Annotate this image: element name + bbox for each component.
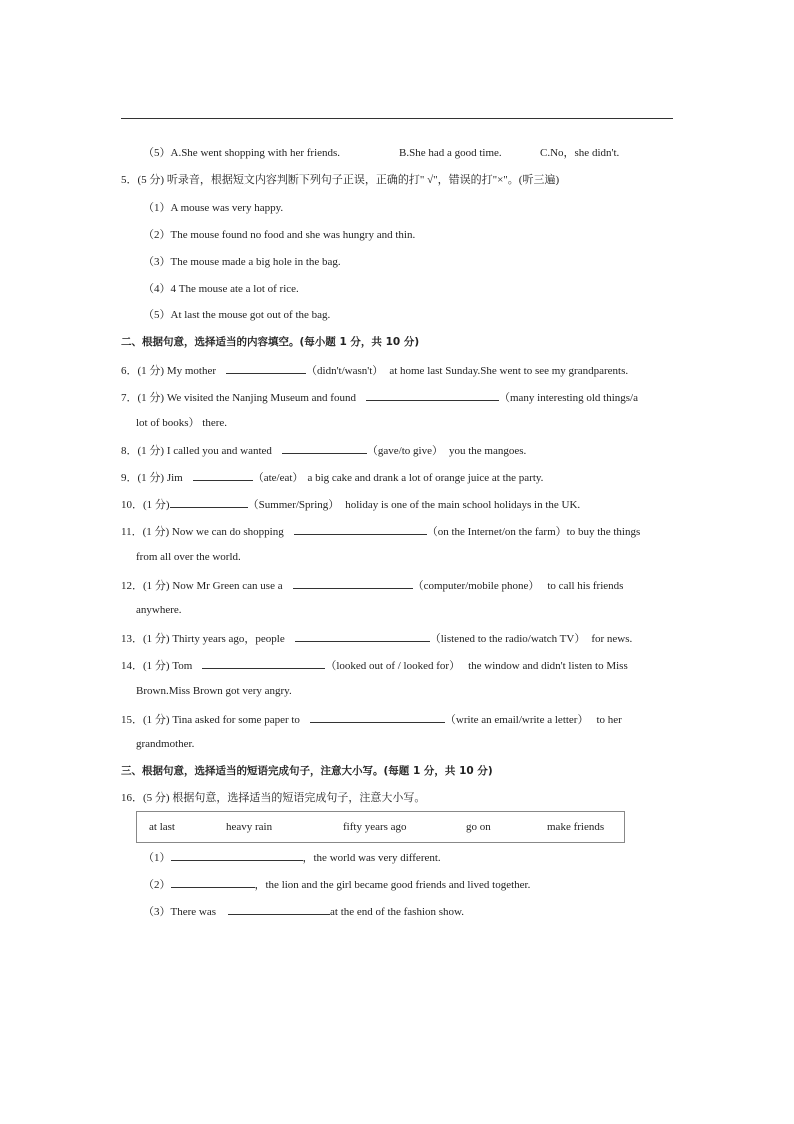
q14-options: （looked out of / looked for）	[325, 660, 461, 672]
q14-post: the window and didn't listen to Miss	[468, 660, 628, 672]
q4-option-a: A.She went shopping with her friends.	[170, 147, 341, 159]
q16-item-3	[143, 903, 464, 919]
q7-pre: 7．(1 分) We visited the Nanjing Museum and found	[121, 392, 356, 404]
q6-pre: 6．(1 分) My mother	[121, 365, 217, 377]
top-rule	[121, 118, 673, 119]
word-bank-item: at last	[149, 821, 175, 833]
q13-blank[interactable]	[295, 630, 430, 642]
q5-item-2: （2）The mouse found no food and she was hungry and thin.	[143, 229, 416, 241]
q9-options: （ate/eat）	[252, 472, 304, 484]
q15-line2: grandmother.	[136, 738, 195, 750]
q12-line2: anywhere.	[136, 604, 182, 616]
q16-header: 16．(5 分) 根据句意，选择适当的短语完成句子，注意大小写。	[121, 792, 426, 804]
q4-item5	[143, 146, 340, 160]
q13	[121, 630, 632, 646]
q4-option-c: C.No，she didn't.	[540, 147, 620, 159]
q6-post: at home last Sunday.She went to see my grandparents.	[389, 365, 629, 377]
q11-options: （on the Internet/on the farm）to buy the things	[426, 526, 641, 538]
q16-item-1-post: ，the world was very different.	[302, 852, 441, 864]
q15-post: to her	[596, 714, 622, 726]
q12-post: to call his friends	[547, 580, 624, 592]
q7-line2: lot of books） there.	[136, 417, 228, 429]
q7-blank[interactable]	[366, 389, 499, 401]
q8	[121, 442, 526, 458]
q16-item-1	[143, 849, 441, 865]
q11	[121, 523, 640, 539]
q7	[121, 389, 638, 405]
q14-pre: 14．(1 分) Tom	[121, 660, 193, 672]
q9-post: a big cake and drank a lot of orange juice at the party.	[307, 472, 544, 484]
q15-options: （write an email/write a letter）	[444, 714, 589, 726]
q16-item-3-pre: （3）There was	[143, 906, 217, 918]
q5-item-1: （1）A mouse was very happy.	[143, 202, 284, 214]
q16-item-2-blank[interactable]	[171, 876, 255, 888]
q9-pre: 9．(1 分) Jim	[121, 472, 183, 484]
word-bank-item: heavy rain	[226, 821, 273, 833]
q13-options: （listened to the radio/watch TV）	[429, 633, 586, 645]
q16-item-2-post: ，the lion and the girl became good friends and lived together.	[254, 879, 531, 891]
q8-blank[interactable]	[282, 442, 367, 454]
q13-post: for news.	[591, 633, 633, 645]
word-bank-item: go on	[466, 821, 491, 833]
q10-pre: 10．(1 分)	[121, 499, 170, 511]
q15	[121, 711, 622, 727]
q16-item-3-blank[interactable]	[228, 903, 330, 915]
q16-item-1-blank[interactable]	[171, 849, 303, 861]
q10-options: （Summer/Spring）	[247, 499, 340, 511]
q14-blank[interactable]	[202, 657, 325, 669]
word-bank-item: make friends	[547, 821, 605, 833]
q4-option-b: B.She had a good time.	[399, 147, 502, 159]
q11-blank[interactable]	[294, 523, 427, 535]
q16-item-1-pre: （1）	[143, 852, 171, 864]
q10-post: holiday is one of the main school holidays in the UK.	[345, 499, 581, 511]
word-bank	[136, 811, 625, 843]
section3-title: 三、根据句意，选择适当的短语完成句子，注意大小写。(每题 1 分，共 10 分)	[121, 765, 493, 777]
q15-pre: 15．(1 分) Tina asked for some paper to	[121, 714, 300, 726]
q15-blank[interactable]	[310, 711, 445, 723]
word-bank-item: fifty years ago	[343, 821, 407, 833]
q10	[121, 496, 580, 512]
q11-pre: 11．(1 分) Now we can do shopping	[121, 526, 284, 538]
q5-item-4: （4）4 The mouse ate a lot of rice.	[143, 283, 299, 295]
q5-item-5: （5）At last the mouse got out of the bag.	[143, 309, 331, 321]
q12-blank[interactable]	[293, 577, 413, 589]
q6	[121, 362, 628, 378]
q9-blank[interactable]	[193, 469, 253, 481]
q7-options: （many interesting old things/a	[498, 392, 638, 404]
q9	[121, 469, 543, 485]
q8-post: you the mangoes.	[448, 445, 527, 457]
q6-blank[interactable]	[226, 362, 306, 374]
q12	[121, 577, 623, 593]
q8-pre: 8．(1 分) I called you and wanted	[121, 445, 272, 457]
q14-line2: Brown.Miss Brown got very angry.	[136, 685, 292, 697]
q6-options: （didn't/wasn't）	[306, 365, 384, 377]
q13-pre: 13．(1 分) Thirty years ago，people	[121, 633, 285, 645]
q16-item-2-pre: （2）	[143, 879, 171, 891]
q8-options: （gave/to give）	[366, 445, 443, 457]
q5-header: 5．(5 分) 听录音，根据短文内容判断下列句子正误，正确的打" √"，错误的打"×"。(听三遍)	[121, 174, 560, 186]
q5-item-3: （3）The mouse made a big hole in the bag.	[143, 256, 341, 268]
q16-item-2	[143, 876, 530, 892]
q14	[121, 657, 628, 673]
q4-item5-prefix: （5）	[143, 147, 171, 159]
q12-options: （computer/mobile phone）	[412, 580, 540, 592]
q12-pre: 12．(1 分) Now Mr Green can use a	[121, 580, 283, 592]
section2-title: 二、根据句意，选择适当的内容填空。(每小题 1 分，共 10 分)	[121, 336, 420, 348]
q11-line2: from all over the world.	[136, 551, 241, 563]
q10-blank[interactable]	[170, 496, 248, 508]
q16-item-3-post: at the end of the fashion show.	[330, 906, 465, 918]
